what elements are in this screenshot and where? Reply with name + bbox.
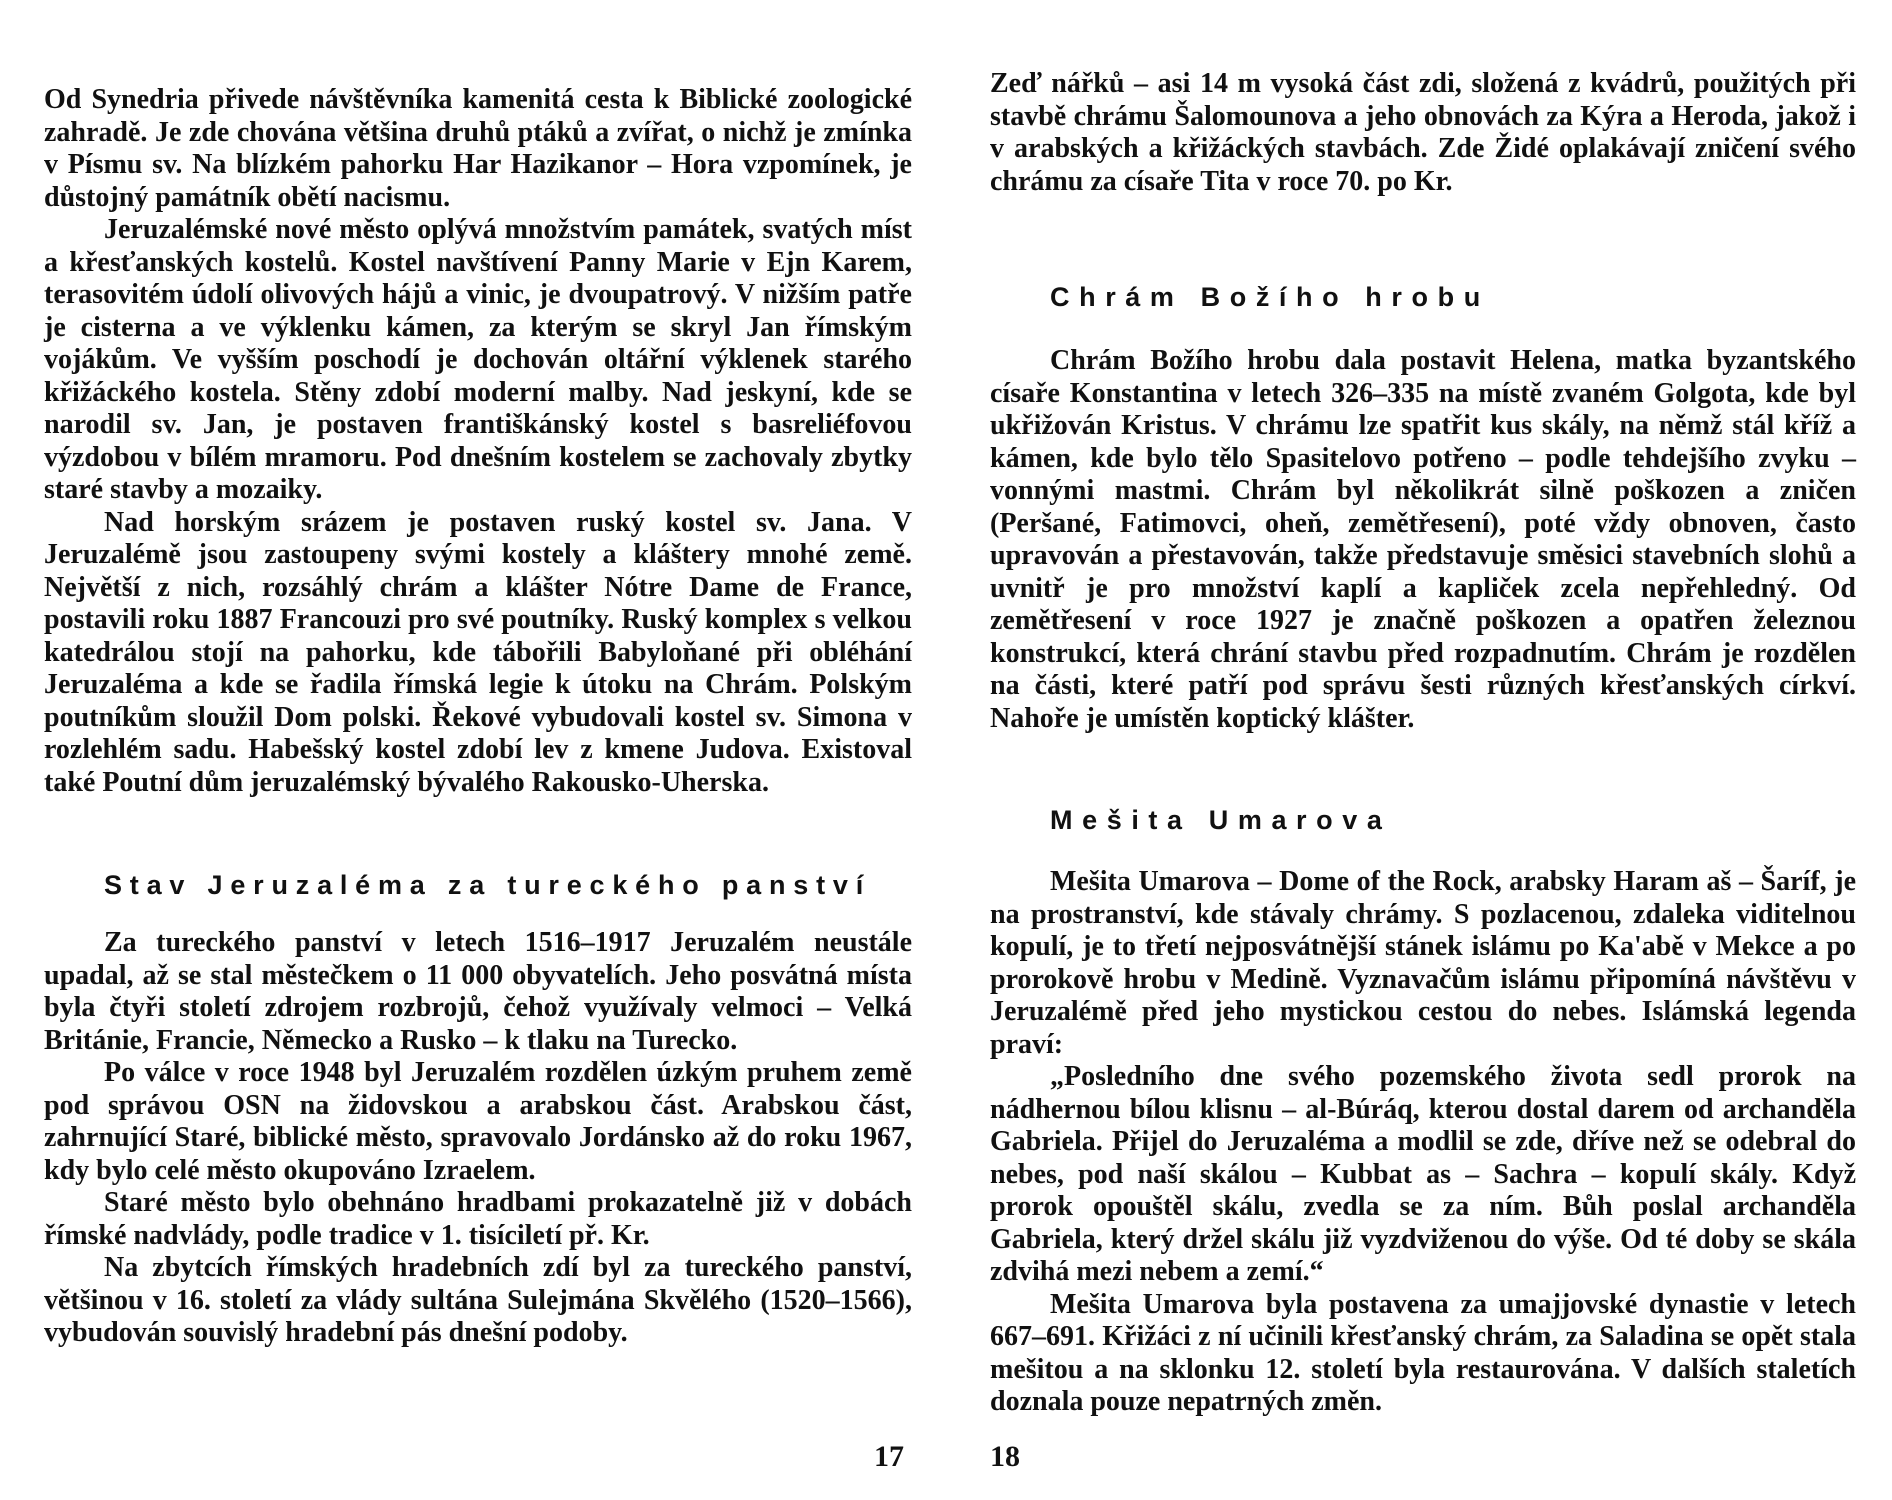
left-page [44, 0, 912, 1500]
paragraph: Jeruzalémské nové město oplývá množstvím památek, svatých míst a křesťanských kostelů. Kostel navštívení Panny Marie v Ejn Karem, terasovitém údolí olivových hájů a vinic, je dvoupatrový. V nižším patře je cisterna a ve výklenku kámen, za kterým se skryl Jan římským vojákům. Ve vyšším poschodí je dochován oltářní výklenek starého křižáckého kostela. Stěny zdobí moderní malby. Nad jeskyní, kde se narodil sv. Jan, je postaven františkánský kostel s basreliéfovou výzdobou v bílém mramoru. Pod dnešním kostelem se zachovaly zbytky staré stavby a mozaiky. [44, 214, 912, 505]
right-page [990, 0, 1856, 1500]
paragraph: Staré město bylo obehnáno hradbami prokazatelně již v dobách římské nadvlády, podle tradice v 1. tisíciletí př. Kr. [44, 1187, 912, 1251]
left-section-text [44, 927, 912, 1350]
holy-sepulchre-text [990, 345, 1856, 735]
paragraph: „Posledního dne svého pozemského života sedl prorok na nádhernou bílou klisnu – al-Búráq, kterou dostal darem od archanděla Gabriela. Přijel do Jeruzaléma a modlil se zde, dříve než se odebral do nebes, pod naší skálou – Kubbat as – Sachra – kopulí skály. Když prorok opouštěl skálu, zvedla se za ním. Bůh poslal archanděla Gabriela, který držel skálu již vyzdviženou do výše. Od té doby se skála zdvihá mezi nebem a zemí.“ [990, 1061, 1856, 1287]
paragraph: Po válce v roce 1948 byl Jeruzalém rozdělen úzkým pruhem země pod správou OSN na židovskou a arabskou část. Arabskou část, zahrnující Staré, biblické město, spravovalo Jordánsko až do roku 1967, kdy bylo celé město okupováno Izraelem. [44, 1057, 912, 1186]
section-heading-umar-mosque: Mešita Umarova [1050, 805, 1392, 835]
paragraph: Mešita Umarova byla postavena za umajjovské dynastie v letech 667–691. Křižáci z ní učinili křesťanský chrám, za Saladina se opět stala mešitou a na sklonku 12. století byla restaurována. V dalších staletích doznala pouze nepatrných změn. [990, 1288, 1856, 1417]
page-number-right: 18 [990, 1440, 1020, 1473]
paragraph: Za tureckého panství v letech 1516–1917 Jeruzalém neustále upadal, až se stal městečkem o 11 000 obyvatelích. Jeho posvátná místa byla čtyři století zdrojem rozbrojů, čehož využívaly velmoci – Velká Británie, Francie, Německo a Rusko – k tlaku na Turecko. [44, 927, 912, 1056]
page-number-left: 17 [874, 1440, 904, 1473]
paragraph: Zeď nářků – asi 14 m vysoká část zdi, složená z kvádrů, použitých při stavbě chrámu Šalomounova a jeho obnovách za Kýra a Heroda, jakož i v arabských a křižáckých stavbách. Zde Židé oplakávají zničení svého chrámu za císaře Tita v roce 70. po Kr. [990, 68, 1856, 197]
paragraph: Od Synedria přivede návštěvníka kamenitá cesta k Biblické zoologické zahradě. Je zde chována většina druhů ptáků a zvířat, o nichž je zmínka v Písmu sv. Na blízkém pahorku Har Hazikanor – Hora vzpomínek, je důstojný památník obětí nacismu. [44, 84, 912, 213]
left-intro-text [44, 84, 912, 799]
paragraph: Chrám Božího hrobu dala postavit Helena, matka byzantského císaře Konstantina v letech 326–335 na místě zvaném Golgota, kde byl ukřižován Kristus. V chrámu lze spatřit kus skály, na němž stál kříž a kámen, kde bylo tělo Spasitelovo potřeno – podle tehdejšího zvyku – vonnými mastmi. Chrám byl několikrát silně poškozen a zničen (Peršané, Fatimovci, oheň, zemětřesení), poté vždy obnoven, často upravován a přestavován, takže představuje směsici stavebních slohů a uvnitř je pro množství kaplí a kapliček zcela nepřehledný. Od zemětřesení v roce 1927 je značně poškozen a opatřen železnou konstrukcí, která chrání stavbu před rozpadnutím. Chrám je rozdělen na části, které patří pod správu šesti různých křesťanských církví. Nahoře je umístěn koptický klášter. [990, 345, 1856, 734]
paragraph: Mešita Umarova – Dome of the Rock, arabsky Haram aš – Šaríf, je na prostranství, kde stávaly chrámy. S pozlacenou, zdaleka viditelnou kopulí, je to třetí nejposvátnější stánek islámu po Ka'abě v Mekce a po prorokově hrobu v Medině. Vyznavačům islámu připomíná návštěvu v Jeruzalémě před jeho mystickou cestou do nebes. Islámská legenda praví: [990, 866, 1856, 1060]
umar-mosque-text [990, 866, 1856, 1419]
paragraph: Nad horským srázem je postaven ruský kostel sv. Jana. V Jeruzalémě jsou zastoupeny svými kostely a kláštery mnohé země. Největší z nich, rozsáhlý chrám a klášter Nótre Dame de France, postavili roku 1887 Francouzi pro své poutníky. Ruský komplex s velkou katedrálou stojí na pahorku, kde tábořili Babyloňané při obléhání Jeruzaléma a kde se řadila římská legie k útoku na Chrám. Polským poutníkům sloužil Dom polski. Řekové vybudovali kostel sv. Simona v rozlehlém sadu. Habešský kostel zdobí lev z kmene Judova. Existoval také Poutní dům jeruzalémský bývalého Rakousko-Uherska. [44, 506, 912, 798]
right-intro-text [990, 68, 1856, 198]
section-heading-holy-sepulchre: Chrám Božího hrobu [1050, 282, 1490, 312]
paragraph: Na zbytcích římských hradebních zdí byl za tureckého panství, většinou v 16. století za vlády sultána Sulejmána Skvělého (1520–1566), vybudován souvislý hradební pás dnešní podoby. [44, 1252, 912, 1348]
section-heading-turkish-rule: Stav Jeruzaléma za tureckého panství [104, 870, 872, 900]
